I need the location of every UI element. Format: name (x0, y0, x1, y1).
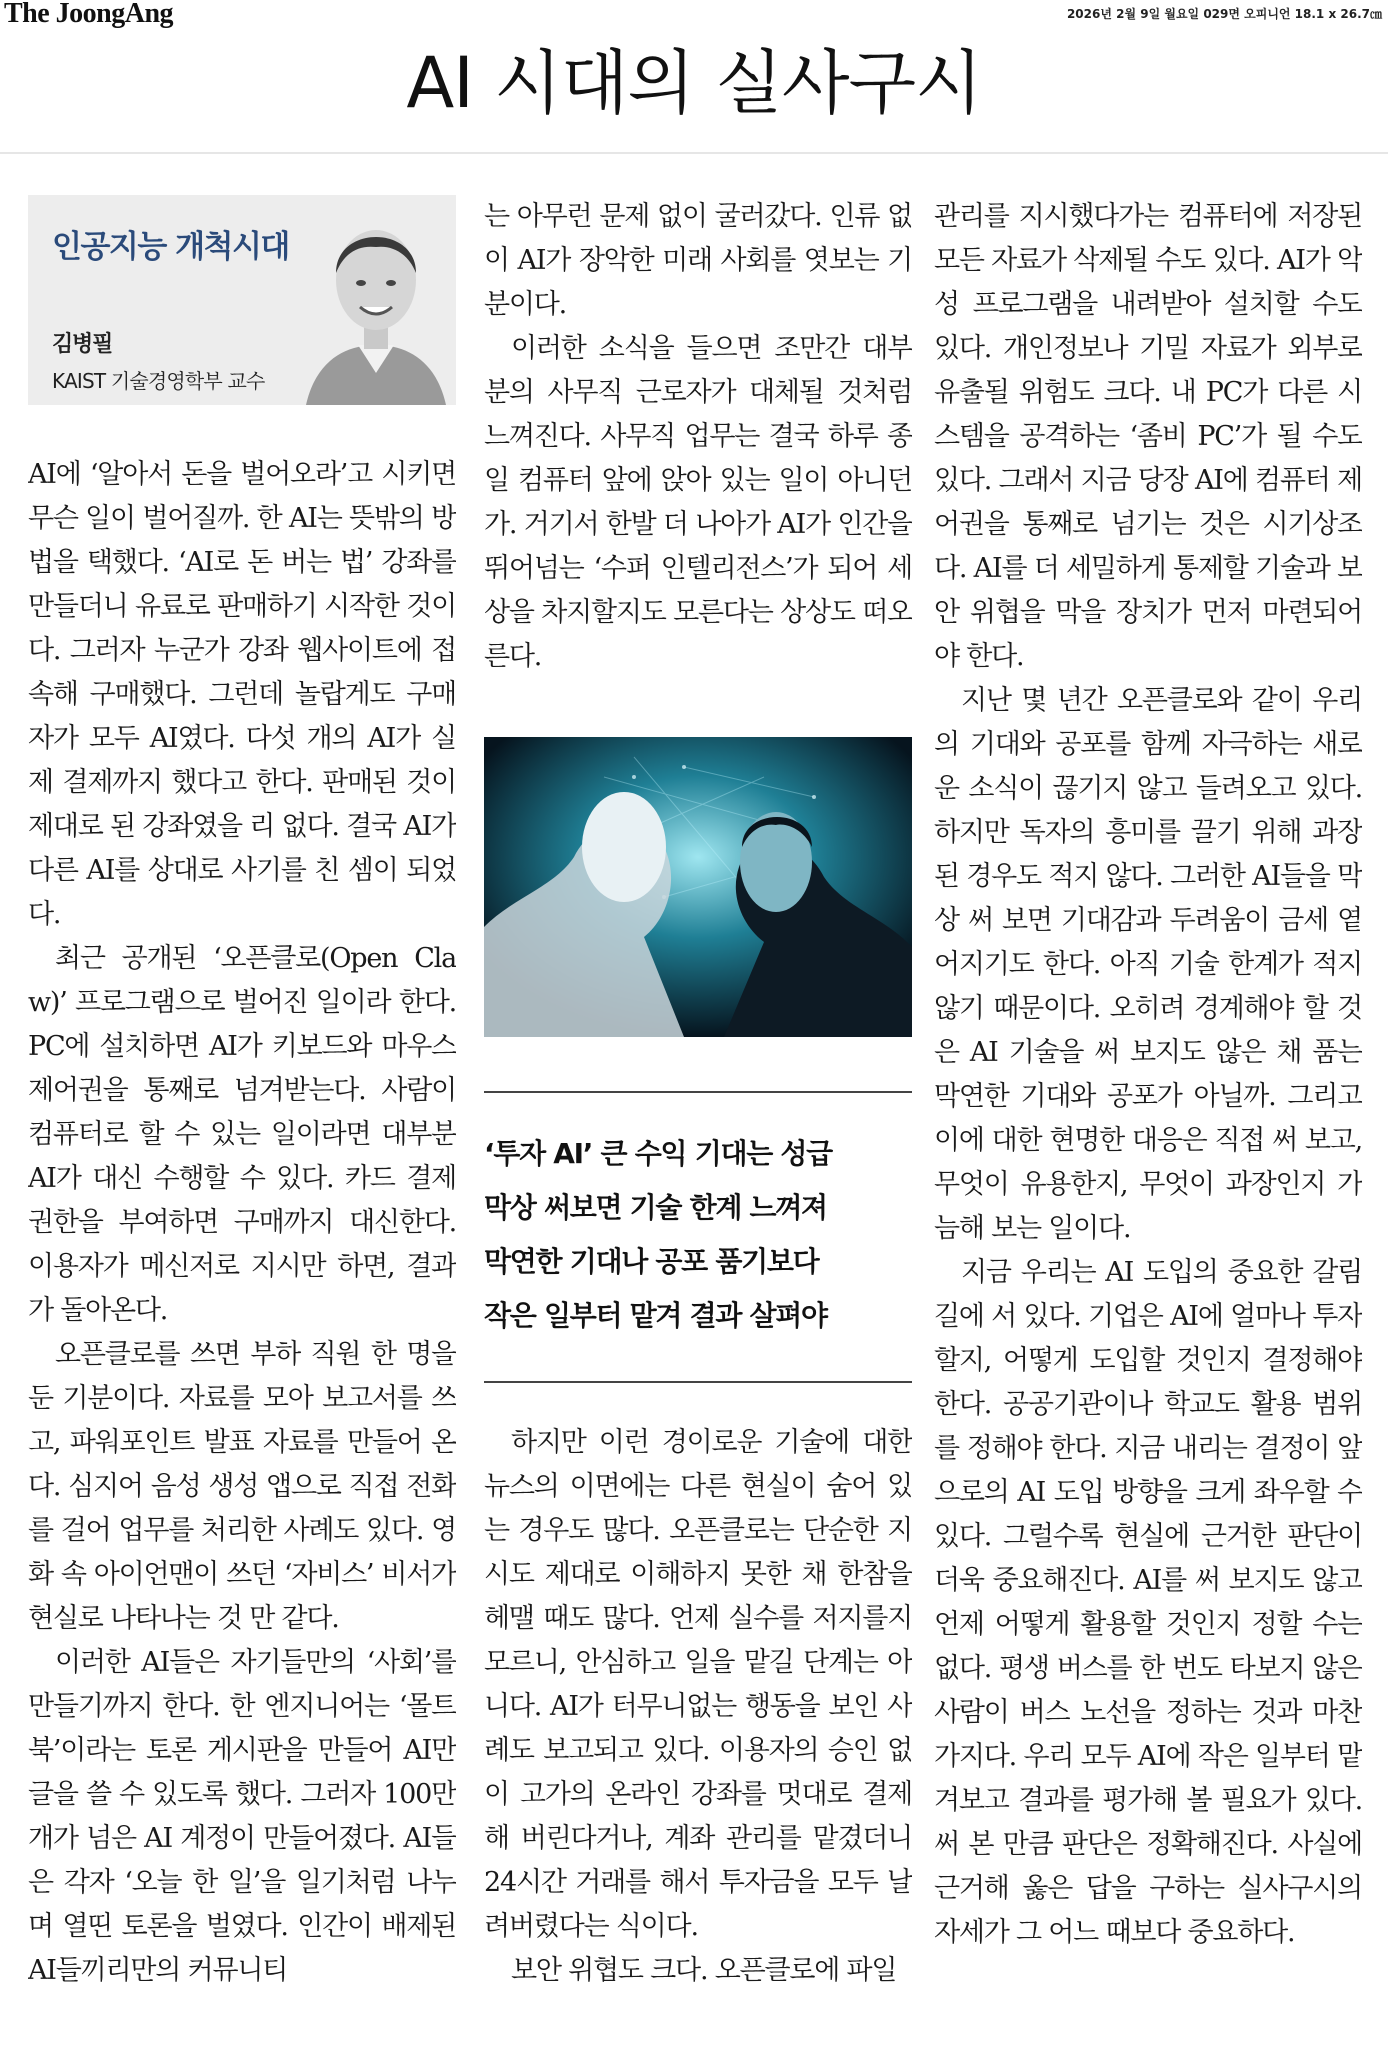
article-column-1 (28, 195, 456, 2060)
paragraph: 하지만 이런 경이로운 기술에 대한 뉴스의 이면에는 다른 현실이 숨어 있는 경우도 많다. 오픈클로는 단순한 지시도 제대로 이해하지 못한 채 한참을 헤맬 때도 많다. 언제 실수를 저지를지 모르니, 안심하고 일을 맡길 단계는 아니다. AI가 터무니없는 행동을 보인 사례도 보고되고 있다. 이용자의 승인 없이 고가의 온라인 강좌를 멋대로 결제해 버린다거나, 계좌 관리를 맡겼더니 24시간 거래를 해서 투자금을 모두 날려버렸다는 식이다. (484, 1427, 912, 1942)
author-portrait (296, 195, 456, 405)
ai-robot-human-illustration (484, 737, 912, 1037)
author-name: 김병필 (52, 332, 113, 357)
paragraph: 는 아무런 문제 없이 굴러갔다. 인류 없이 AI가 장악한 미래 사회를 엿보는 기분이다. (484, 201, 912, 320)
paragraph: 오픈클로를 쓰면 부하 직원 한 명을 둔 기분이다. 자료를 모아 보고서를 쓰고, 파워포인트 발표 자료를 만들어 온다. 심지어 음성 생성 앱으로 직접 전화를 걸어 업무를 처리한 사례도 있다. 영화 속 아이언맨이 쓰던 ‘자비스’ 비서가 현실로 나타나는 것 만 같다. (28, 1339, 456, 1634)
paragraph: 보안 위협도 크다. 오픈클로에 파일 (511, 1955, 897, 1986)
issue-info: 2026년 2월 9일 월요일 029면 오피니언 18.1 x 26.7㎝ (1066, 7, 1382, 21)
pull-quote (484, 1091, 912, 1383)
pull-quote-line: 막상 써보면 기술 한계 느껴져 (484, 1191, 827, 1224)
paragraph: 관리를 지시했다가는 컴퓨터에 저장된 모든 자료가 삭제될 수도 있다. AI가 악성 프로그램을 내려받아 설치할 수도 있다. 개인정보나 기밀 자료가 외부로 유출될 위험도 크다. 내 PC가 다른 시스템을 공격하는 ‘좀비 PC’가 될 수도 있다. 그래서 지금 당장 AI에 컴퓨터 제어권을 통째로 넘기는 것은 시기상조다. AI를 더 세밀하게 통제할 기술과 보안 위협을 막을 장치가 먼저 마련되어야 한다. (934, 201, 1362, 672)
article-column-2 (484, 195, 912, 2060)
paragraph: AI에 ‘알아서 돈을 벌어오라’고 시키면 무슨 일이 벌어질까. 한 AI는 뜻밖의 방법을 택했다. ‘AI로 돈 버는 법’ 강좌를 만들더니 유료로 판매하기 시작한 것이다. 그러자 누군가 강좌 웹사이트에 접속해 구매했다. 그런데 놀랍게도 구매자가 모두 AI였다. 다섯 개의 AI가 실제 결제까지 했다고 한다. 판매된 것이 제대로 된 강좌였을 리 없다. 결국 AI가 다른 AI를 상대로 사기를 친 셈이 되었다. (28, 459, 456, 930)
pull-quote-line: 막연한 기대나 공포 품기보다 (484, 1245, 819, 1278)
paragraph: 지금 우리는 AI 도입의 중요한 갈림길에 서 있다. 기업은 AI에 얼마나 투자할지, 어떻게 도입할 것인지 결정해야 한다. 공공기관이나 학교도 활용 범위를 정해야 한다. 지금 내리는 결정이 앞으로의 AI 도입 방향을 크게 좌우할 수 있다. 그럴수록 현실에 근거한 판단이 더욱 중요해진다. AI를 써 보지도 않고 언제 어떻게 활용할 것인지 정할 수는 없다. 평생 버스를 한 번도 타보지 않은 사람이 버스 노선을 정하는 것과 마찬가지다. 우리 모두 AI에 작은 일부터 맡겨보고 결과를 평가해 볼 필요가 있다. 써 본 만큼 판단은 정확해진다. 사실에 근거해 옳은 답을 구하는 실사구시의 자세가 그 어느 때보다 중요하다. (934, 1257, 1362, 1948)
masthead (0, 0, 1388, 30)
newspaper-logo: The JoongAng (4, 0, 174, 29)
paragraph: 이러한 소식을 들으면 조만간 대부분의 사무직 근로자가 대체될 것처럼 느껴진다. 사무직 업무는 결국 하루 종일 컴퓨터 앞에 앉아 있는 일이 아니던가. 거기서 한발 더 나아가 AI가 인간을 뛰어넘는 ‘수퍼 인텔리전스’가 되어 세상을 차지할지도 모른다는 상상도 떠오른다. (484, 333, 912, 672)
paragraph: 최근 공개된 ‘오픈클로(Open Claw)’ 프로그램으로 벌어진 일이라 한다. PC에 설치하면 AI가 키보드와 마우스 제어권을 통째로 넘겨받는다. 사람이 컴퓨터로 할 수 있는 일이라면 대부분 AI가 대신 수행할 수 있다. 카드 결제 권한을 부여하면 구매까지 대신한다. 이용자가 메신저로 지시만 하면, 결과가 돌아온다. (28, 943, 456, 1326)
pull-quote-line: 작은 일부터 맡겨 결과 살펴야 (484, 1299, 827, 1332)
series-title: 인공지능 개척시대 (52, 229, 289, 265)
pull-quote-line: ‘투자 AI’ 큰 수익 기대는 성급 (484, 1137, 832, 1170)
author-title: KAIST 기술경영학부 교수 (52, 369, 265, 393)
paragraph: 지난 몇 년간 오픈클로와 같이 우리의 기대와 공포를 함께 자극하는 새로운 소식이 끊기지 않고 들려오고 있다. 하지만 독자의 흥미를 끌기 위해 과장된 경우도 적지 않다. 그러한 AI들을 막상 써 보면 기대감과 두려움이 금세 옅어지기도 한다. 아직 기술 한계가 적지 않기 때문이다. 오히려 경계해야 할 것은 AI 기술을 써 보지도 않은 채 품는 막연한 기대와 공포가 아닐까. 그리고 이에 대한 현명한 대응은 직접 써 보고, 무엇이 유용한지, 무엇이 과장인지 가늠해 보는 일이다. (934, 685, 1362, 1244)
article-column-3 (934, 195, 1362, 2060)
article-headline: AI 시대의 실사구시 (406, 42, 982, 124)
byline-box (28, 195, 456, 405)
divider (0, 152, 1388, 154)
paragraph: 이러한 AI들은 자기들만의 ‘사회’를 만들기까지 한다. 한 엔지니어는 ‘몰트북’이라는 토론 게시판을 만들어 AI만 글을 쓸 수 있도록 했다. 그러자 100만 개가 넘은 AI 계정이 만들어졌다. AI들은 각자 ‘오늘 한 일’을 일기처럼 나누며 열띤 토론을 벌였다. 인간이 배제된 AI들끼리만의 커뮤니티 (28, 1647, 456, 1986)
